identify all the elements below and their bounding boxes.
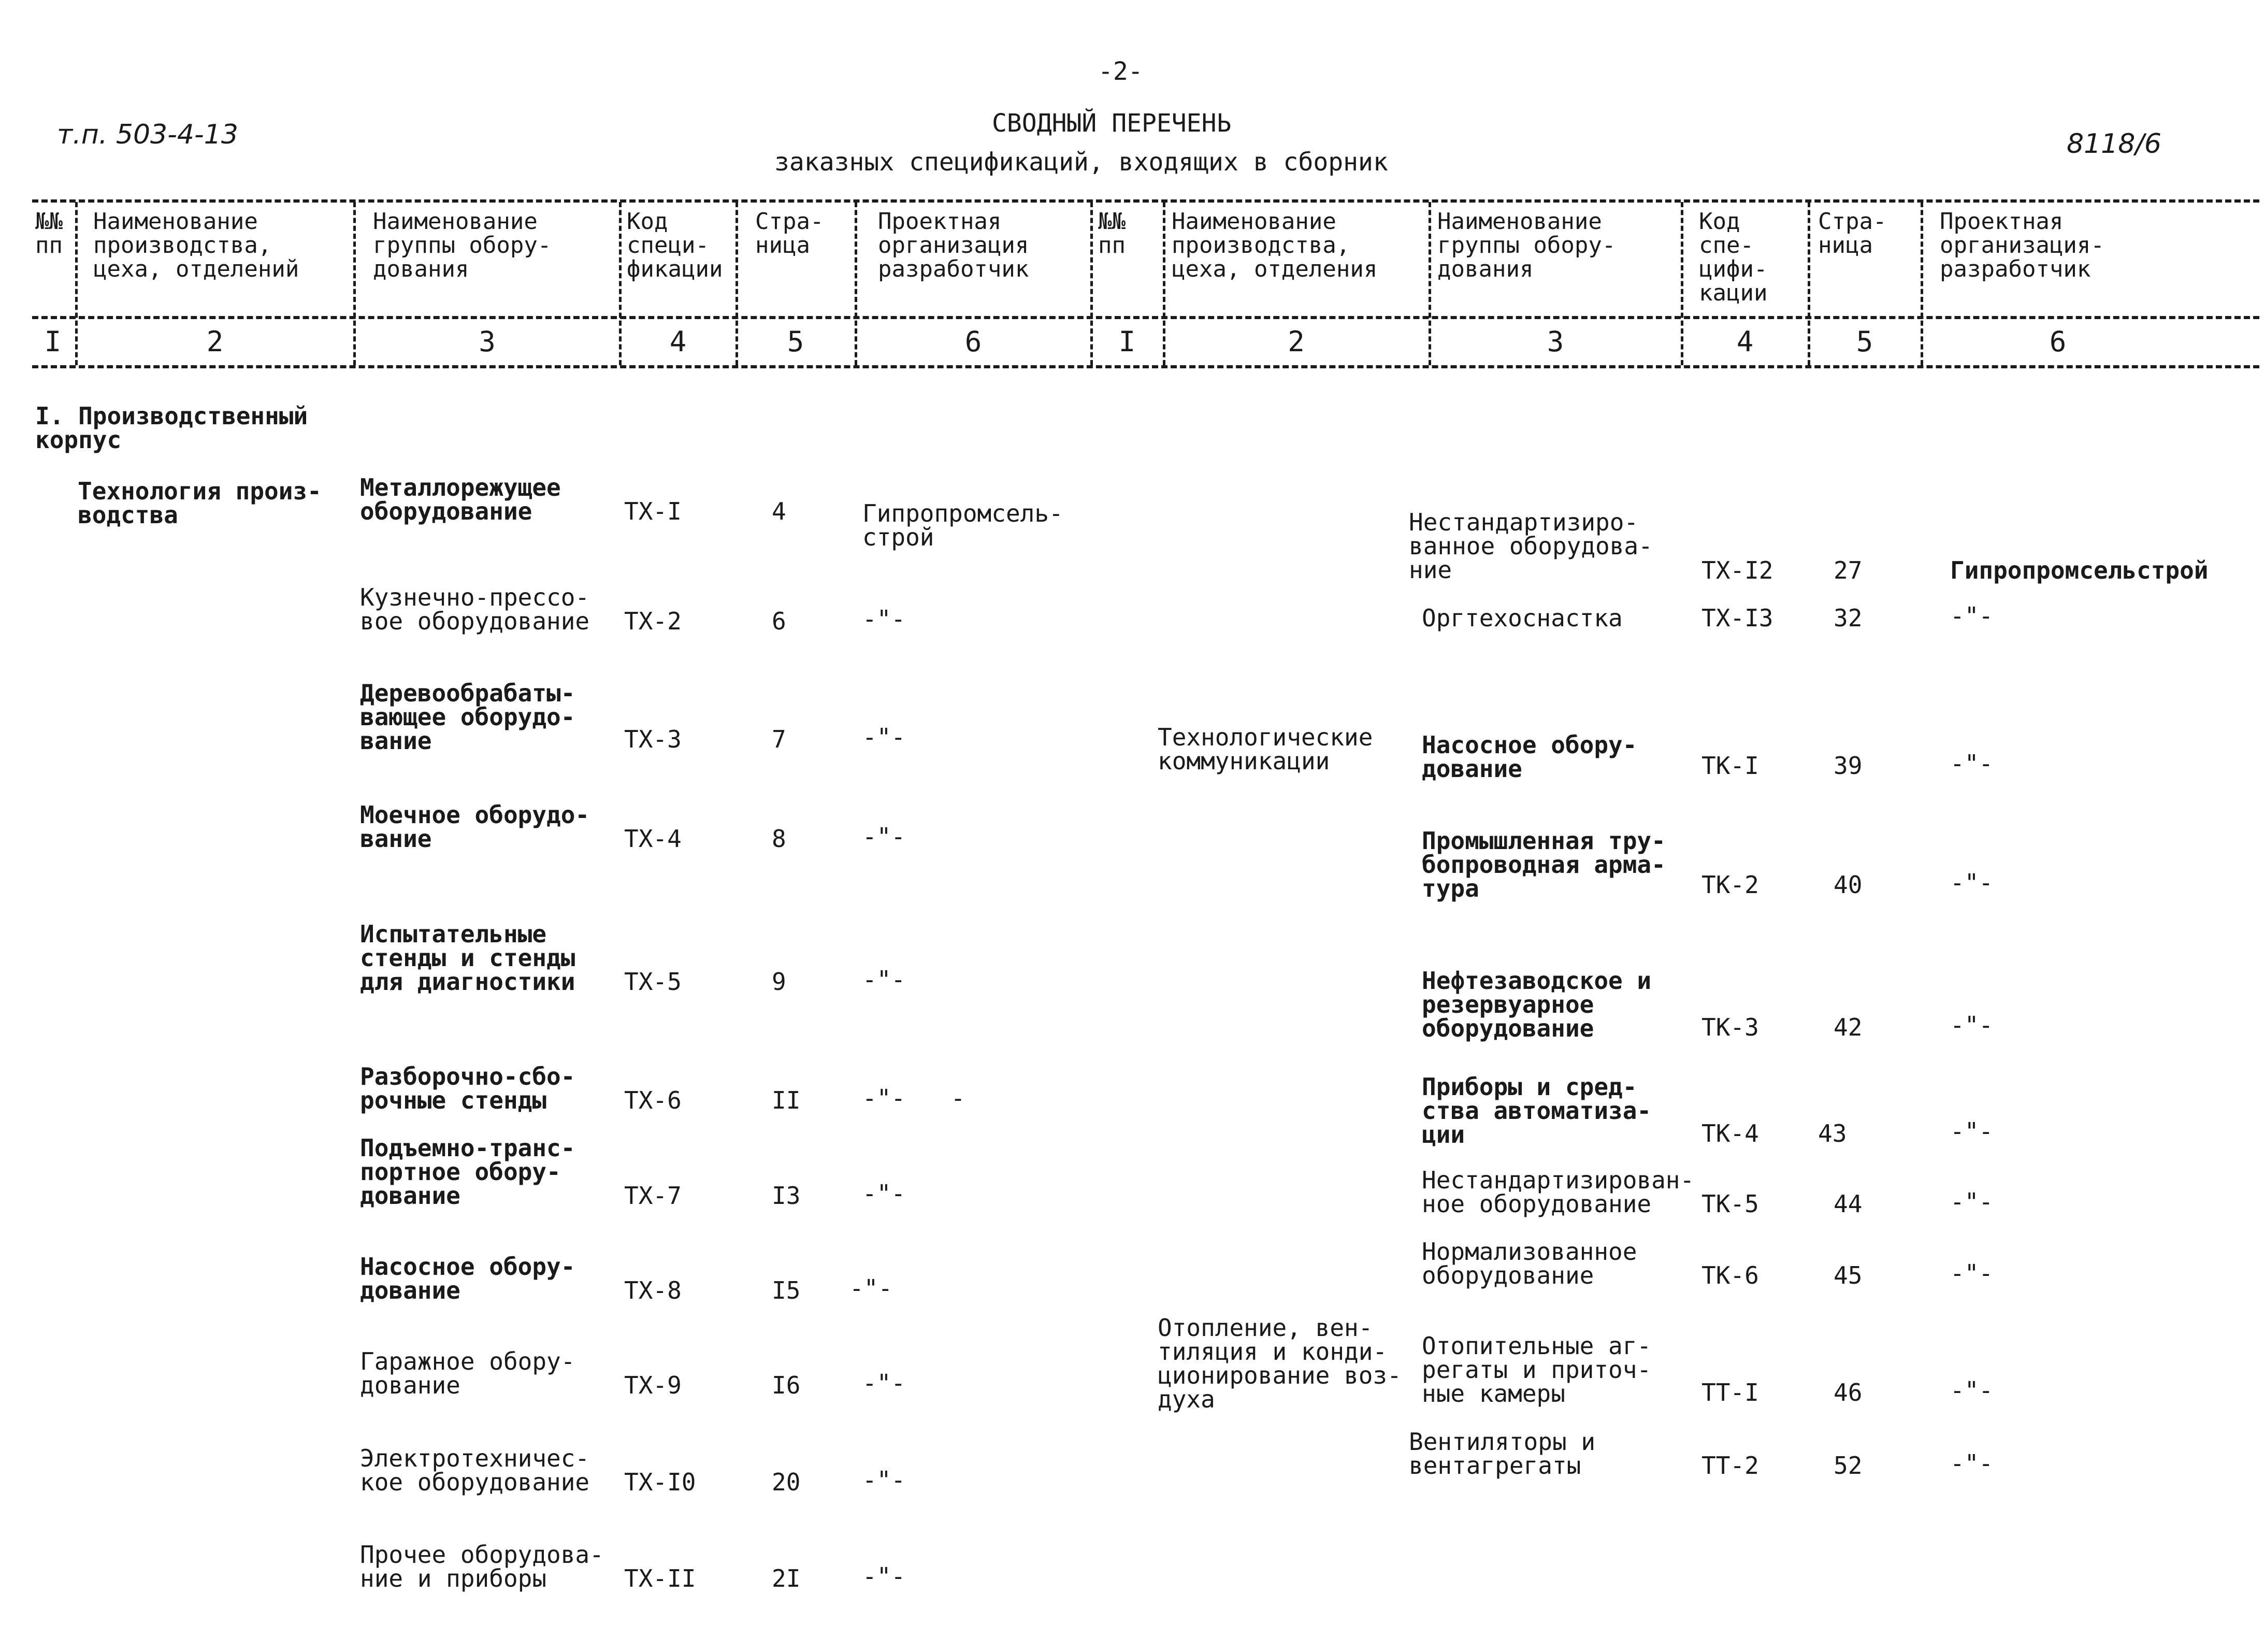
organization: -"- xyxy=(849,1274,893,1302)
page-ref: 27 xyxy=(1834,556,1863,584)
equipment-name: Вентиляторы и вентагрегаты xyxy=(1409,1428,1596,1479)
organization: -"- xyxy=(862,1466,906,1494)
group-heating: Отопление, вен- тиляция и конди- ционирование воз- духа xyxy=(1158,1314,1402,1413)
header-organization: Проектная организация- разработчик xyxy=(1940,208,2104,282)
page-ref: II xyxy=(772,1086,801,1114)
spec-code: ТХ-2 xyxy=(624,607,682,635)
column-number: I xyxy=(44,325,62,358)
page-ref: 46 xyxy=(1834,1378,1863,1406)
equipment-name: Насосное обору- дование xyxy=(360,1253,575,1304)
archive-number: 8118/6 xyxy=(2067,128,2161,160)
spec-code: ТХ-II xyxy=(624,1564,696,1592)
column-number: 3 xyxy=(479,325,496,358)
column-number: 4 xyxy=(1736,325,1754,358)
equipment-name: Нестандартизиро- ванное оборудова- ние xyxy=(1409,508,1653,584)
equipment-name: Кузнечно-прессо- вое оборудование xyxy=(360,583,590,635)
header-equipment-group: Наименование группы обору- дования xyxy=(373,208,552,282)
organization: -"- - xyxy=(862,1084,965,1112)
page-ref: 52 xyxy=(1834,1452,1863,1479)
page-ref: 20 xyxy=(772,1468,801,1496)
spec-code: ТХ-8 xyxy=(624,1276,682,1304)
page-ref: 7 xyxy=(772,725,786,753)
equipment-name: Оргтехоснастка xyxy=(1422,604,1623,632)
section-title: I. Производственный корпус xyxy=(35,402,308,454)
equipment-name: Нестандартизирован- ное оборудование xyxy=(1422,1166,1695,1218)
organization: -"- xyxy=(862,1562,906,1590)
equipment-name: Электротехничес- кое оборудование xyxy=(360,1444,590,1496)
organization: -"- xyxy=(1950,1259,1994,1287)
col-divider xyxy=(353,202,356,365)
document-subtitle: заказных спецификаций, входящих в сборник xyxy=(774,148,1388,177)
spec-code: ТК-5 xyxy=(1701,1190,1759,1218)
equipment-name: Моечное оборудо- вание xyxy=(360,801,590,853)
spec-code: ТХ-5 xyxy=(624,968,682,996)
spec-code: ТХ-6 xyxy=(624,1086,682,1114)
page-number: -2- xyxy=(1098,57,1143,86)
spec-code: ТХ-I3 xyxy=(1701,604,1773,632)
equipment-name: Нефтезаводское и резервуарное оборудование xyxy=(1422,967,1652,1042)
group-tech-communications: Технологические коммуникации xyxy=(1158,723,1373,775)
header-code: Код спе- цифи- кации xyxy=(1699,208,1768,306)
header-production: Наименование производства, цеха, отделений xyxy=(93,208,299,282)
spec-code: ТХ-7 xyxy=(624,1182,682,1210)
page-ref: 39 xyxy=(1834,752,1863,780)
organization: -"- xyxy=(862,1369,906,1397)
column-number: 4 xyxy=(669,325,687,358)
spec-code: ТТ-2 xyxy=(1701,1452,1759,1479)
page-ref: 44 xyxy=(1834,1190,1863,1218)
organization: -"- xyxy=(862,966,906,994)
table-header-rule xyxy=(32,316,2259,319)
page-ref: 2I xyxy=(772,1564,801,1592)
column-number: 2 xyxy=(1288,325,1305,358)
spec-code: ТХ-I2 xyxy=(1701,556,1773,584)
organization: -"- xyxy=(862,1180,906,1208)
header-number: №№ пп xyxy=(35,208,63,258)
page-ref: 42 xyxy=(1834,1013,1863,1041)
organization: -"- xyxy=(1950,1011,1994,1039)
page-ref: 8 xyxy=(772,825,786,853)
equipment-name: Отопительные аг- регаты и приточ- ные камеры xyxy=(1422,1332,1652,1407)
page-ref: I5 xyxy=(772,1276,801,1304)
column-number: 3 xyxy=(1547,325,1564,358)
column-number: 6 xyxy=(964,325,982,358)
column-number: I xyxy=(1118,325,1136,358)
organization: -"- xyxy=(1950,1117,1994,1145)
organization: -"- xyxy=(862,723,906,751)
equipment-name: Прочее оборудова- ние и приборы xyxy=(360,1541,604,1592)
equipment-name: Гаражное обору- дование xyxy=(360,1347,575,1399)
column-number: 5 xyxy=(787,325,804,358)
equipment-name: Разборочно-сбо- рочные стенды xyxy=(360,1062,575,1114)
equipment-name: Испытательные стенды и стенды для диагностики xyxy=(360,920,575,996)
header-equipment-group: Наименование группы обору- дования xyxy=(1437,208,1616,282)
page-ref: 32 xyxy=(1834,604,1863,632)
spec-code: ТХ-9 xyxy=(624,1371,682,1399)
spec-code: ТК-6 xyxy=(1701,1261,1759,1289)
group-tech-production: Технология произ- водства xyxy=(78,477,322,529)
spec-code: ТХ-I0 xyxy=(624,1468,696,1496)
equipment-name: Подъемно-транс- портное обору- дование xyxy=(360,1134,575,1210)
organization: -"- xyxy=(1950,869,1994,897)
doc-code: т.п. 503-4-13 xyxy=(57,119,238,150)
table-top-rule xyxy=(32,199,2259,203)
page-ref: 45 xyxy=(1834,1261,1863,1289)
column-number: 6 xyxy=(2049,325,2067,358)
column-number: 5 xyxy=(1856,325,1873,358)
equipment-name: Насосное обору- дование xyxy=(1422,731,1637,783)
header-code: Код специ- фикации xyxy=(627,208,723,282)
header-number: №№ пп xyxy=(1098,208,1126,258)
organization: Гипропромсель- строй xyxy=(862,499,1063,551)
header-organization: Проектная организация разработчик xyxy=(878,208,1029,282)
organization: -"- xyxy=(1950,1449,1994,1477)
spec-code: ТХ-3 xyxy=(624,725,682,753)
page-ref: 43 xyxy=(1818,1119,1847,1147)
spec-code: ТК-4 xyxy=(1701,1119,1759,1147)
organization: -"- xyxy=(1950,602,1994,630)
equipment-name: Нормализованное оборудование xyxy=(1422,1238,1637,1289)
organization: -"- xyxy=(862,605,906,633)
spec-code: ТХ-4 xyxy=(624,825,682,853)
page-ref: I3 xyxy=(772,1182,801,1210)
page-ref: 6 xyxy=(772,607,786,635)
header-production: Наименование производства, цеха, отделения xyxy=(1172,208,1378,282)
equipment-name: Металлорежущее оборудование xyxy=(360,473,561,525)
organization: Гипропромсельстрой xyxy=(1950,556,2209,584)
spec-code: ТХ-I xyxy=(624,497,682,525)
organization: -"- xyxy=(1950,1376,1994,1404)
spec-code: ТК-I xyxy=(1701,752,1759,780)
page-ref: 40 xyxy=(1834,871,1863,899)
equipment-name: Деревообрабаты- вающее оборудо- вание xyxy=(360,679,575,755)
header-page: Стра- ница xyxy=(755,208,824,258)
spec-code: ТК-2 xyxy=(1701,871,1759,899)
header-page: Стра- ница xyxy=(1818,208,1887,258)
organization: -"- xyxy=(1950,750,1994,778)
table-numbers-rule xyxy=(32,365,2259,368)
equipment-name: Приборы и сред- ства автоматиза- ции xyxy=(1422,1073,1652,1148)
document-title: СВОДНЫЙ ПЕРЕЧЕНЬ xyxy=(992,109,1232,138)
spec-code: ТТ-I xyxy=(1701,1378,1759,1406)
column-number: 2 xyxy=(206,325,224,358)
spec-code: ТК-3 xyxy=(1701,1013,1759,1041)
equipment-name: Промышленная тру- бопроводная арма- тура xyxy=(1422,827,1666,902)
page-ref: 4 xyxy=(772,497,786,525)
page-ref: I6 xyxy=(772,1371,801,1399)
page-ref: 9 xyxy=(772,968,786,996)
organization: -"- xyxy=(1950,1188,1994,1216)
organization: -"- xyxy=(862,823,906,851)
